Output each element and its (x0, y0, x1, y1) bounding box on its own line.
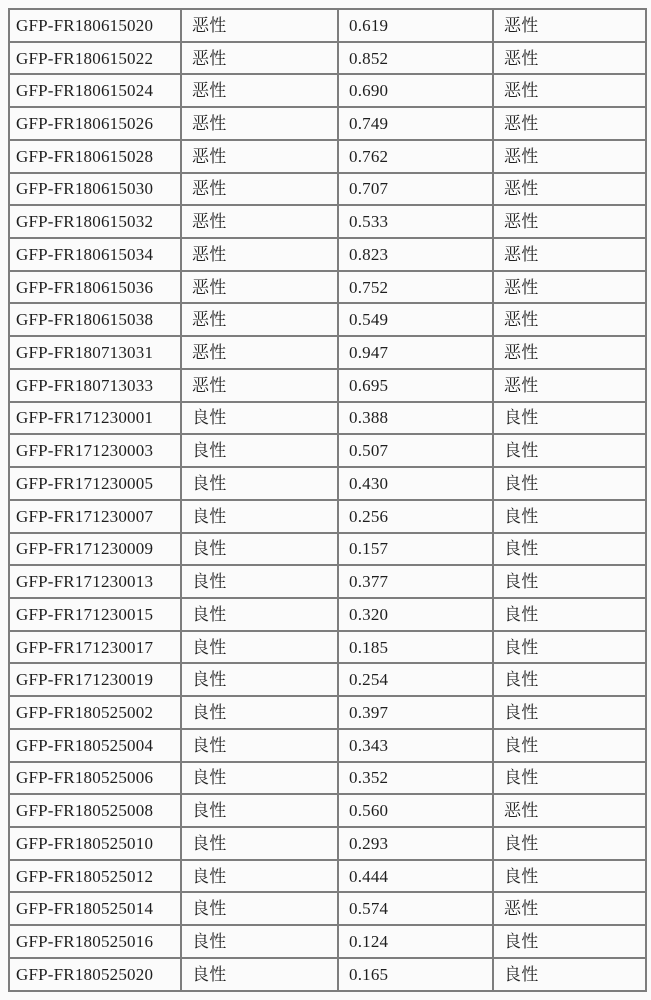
score-cell: 0.852 (338, 42, 493, 75)
predicted-label-cell: 良性 (493, 696, 646, 729)
table-row (9, 794, 646, 827)
sample-id-cell: GFP-FR180525006 (9, 762, 181, 795)
table-row (9, 631, 646, 664)
actual-label-cell: 恶性 (181, 107, 338, 140)
sample-id-cell: GFP-FR180615024 (9, 74, 181, 107)
table-row (9, 9, 646, 42)
predicted-label-cell: 恶性 (493, 205, 646, 238)
table-row (9, 42, 646, 75)
sample-id-cell: GFP-FR171230007 (9, 500, 181, 533)
score-cell: 0.430 (338, 467, 493, 500)
score-cell: 0.343 (338, 729, 493, 762)
score-cell: 0.388 (338, 402, 493, 435)
actual-label-cell: 恶性 (181, 336, 338, 369)
predicted-label-cell: 恶性 (493, 238, 646, 271)
actual-label-cell: 恶性 (181, 369, 338, 402)
score-cell: 0.165 (338, 958, 493, 991)
actual-label-cell: 恶性 (181, 205, 338, 238)
table-row (9, 402, 646, 435)
table-row (9, 205, 646, 238)
sample-id-cell: GFP-FR171230001 (9, 402, 181, 435)
predicted-label-cell: 恶性 (493, 794, 646, 827)
table-row (9, 173, 646, 206)
sample-id-cell: GFP-FR180615036 (9, 271, 181, 304)
actual-label-cell: 恶性 (181, 42, 338, 75)
sample-id-cell: GFP-FR180525004 (9, 729, 181, 762)
predicted-label-cell: 良性 (493, 467, 646, 500)
score-cell: 0.619 (338, 9, 493, 42)
predicted-label-cell: 良性 (493, 565, 646, 598)
predicted-label-cell: 恶性 (493, 336, 646, 369)
sample-id-cell: GFP-FR180525014 (9, 892, 181, 925)
table-row (9, 565, 646, 598)
sample-id-cell: GFP-FR171230005 (9, 467, 181, 500)
actual-label-cell: 恶性 (181, 173, 338, 206)
predicted-label-cell: 恶性 (493, 9, 646, 42)
score-cell: 0.124 (338, 925, 493, 958)
predicted-label-cell: 良性 (493, 631, 646, 664)
sample-results-table (8, 8, 647, 992)
score-cell: 0.749 (338, 107, 493, 140)
score-cell: 0.444 (338, 860, 493, 893)
predicted-label-cell: 良性 (493, 860, 646, 893)
sample-id-cell: GFP-FR180525008 (9, 794, 181, 827)
score-cell: 0.574 (338, 892, 493, 925)
actual-label-cell: 良性 (181, 794, 338, 827)
score-cell: 0.185 (338, 631, 493, 664)
table-row (9, 663, 646, 696)
sample-id-cell: GFP-FR171230015 (9, 598, 181, 631)
score-cell: 0.256 (338, 500, 493, 533)
table-row (9, 696, 646, 729)
score-cell: 0.377 (338, 565, 493, 598)
actual-label-cell: 恶性 (181, 271, 338, 304)
score-cell: 0.157 (338, 533, 493, 566)
sample-id-cell: GFP-FR171230019 (9, 663, 181, 696)
score-cell: 0.254 (338, 663, 493, 696)
actual-label-cell: 良性 (181, 958, 338, 991)
score-cell: 0.762 (338, 140, 493, 173)
predicted-label-cell: 恶性 (493, 271, 646, 304)
actual-label-cell: 良性 (181, 500, 338, 533)
predicted-label-cell: 恶性 (493, 74, 646, 107)
actual-label-cell: 良性 (181, 565, 338, 598)
actual-label-cell: 良性 (181, 598, 338, 631)
sample-id-cell: GFP-FR180615022 (9, 42, 181, 75)
table-row (9, 336, 646, 369)
predicted-label-cell: 恶性 (493, 42, 646, 75)
actual-label-cell: 良性 (181, 533, 338, 566)
actual-label-cell: 良性 (181, 925, 338, 958)
table-row (9, 434, 646, 467)
score-cell: 0.690 (338, 74, 493, 107)
actual-label-cell: 良性 (181, 402, 338, 435)
predicted-label-cell: 恶性 (493, 173, 646, 206)
score-cell: 0.823 (338, 238, 493, 271)
predicted-label-cell: 良性 (493, 729, 646, 762)
sample-id-cell: GFP-FR180525016 (9, 925, 181, 958)
predicted-label-cell: 良性 (493, 434, 646, 467)
table-row (9, 500, 646, 533)
actual-label-cell: 良性 (181, 663, 338, 696)
sample-id-cell: GFP-FR171230017 (9, 631, 181, 664)
actual-label-cell: 良性 (181, 434, 338, 467)
actual-label-cell: 恶性 (181, 238, 338, 271)
score-cell: 0.533 (338, 205, 493, 238)
actual-label-cell: 良性 (181, 467, 338, 500)
actual-label-cell: 恶性 (181, 140, 338, 173)
predicted-label-cell: 良性 (493, 827, 646, 860)
table-row (9, 892, 646, 925)
predicted-label-cell: 良性 (493, 533, 646, 566)
actual-label-cell: 良性 (181, 860, 338, 893)
score-cell: 0.707 (338, 173, 493, 206)
actual-label-cell: 恶性 (181, 74, 338, 107)
table-row (9, 598, 646, 631)
predicted-label-cell: 恶性 (493, 107, 646, 140)
predicted-label-cell: 恶性 (493, 369, 646, 402)
predicted-label-cell: 良性 (493, 500, 646, 533)
table-row (9, 369, 646, 402)
score-cell: 0.507 (338, 434, 493, 467)
table-row (9, 533, 646, 566)
table-row (9, 238, 646, 271)
table-row (9, 958, 646, 991)
actual-label-cell: 良性 (181, 827, 338, 860)
table-row (9, 729, 646, 762)
score-cell: 0.293 (338, 827, 493, 860)
score-cell: 0.752 (338, 271, 493, 304)
sample-id-cell: GFP-FR171230009 (9, 533, 181, 566)
score-cell: 0.549 (338, 303, 493, 336)
table-row (9, 827, 646, 860)
actual-label-cell: 恶性 (181, 303, 338, 336)
actual-label-cell: 良性 (181, 762, 338, 795)
sample-id-cell: GFP-FR180525002 (9, 696, 181, 729)
score-cell: 0.560 (338, 794, 493, 827)
predicted-label-cell: 良性 (493, 402, 646, 435)
sample-id-cell: GFP-FR180713031 (9, 336, 181, 369)
predicted-label-cell: 恶性 (493, 140, 646, 173)
score-cell: 0.397 (338, 696, 493, 729)
sample-id-cell: GFP-FR180525010 (9, 827, 181, 860)
score-cell: 0.352 (338, 762, 493, 795)
sample-id-cell: GFP-FR171230013 (9, 565, 181, 598)
sample-id-cell: GFP-FR180525012 (9, 860, 181, 893)
table-body (9, 9, 646, 991)
sample-id-cell: GFP-FR180615028 (9, 140, 181, 173)
sample-id-cell: GFP-FR180615026 (9, 107, 181, 140)
table-row (9, 925, 646, 958)
predicted-label-cell: 良性 (493, 762, 646, 795)
table-row (9, 860, 646, 893)
sample-id-cell: GFP-FR180615020 (9, 9, 181, 42)
sample-id-cell: GFP-FR180615032 (9, 205, 181, 238)
predicted-label-cell: 良性 (493, 663, 646, 696)
predicted-label-cell: 良性 (493, 958, 646, 991)
actual-label-cell: 良性 (181, 729, 338, 762)
sample-id-cell: GFP-FR171230003 (9, 434, 181, 467)
sample-id-cell: GFP-FR180615030 (9, 173, 181, 206)
actual-label-cell: 良性 (181, 892, 338, 925)
predicted-label-cell: 良性 (493, 598, 646, 631)
score-cell: 0.695 (338, 369, 493, 402)
score-cell: 0.320 (338, 598, 493, 631)
sample-id-cell: GFP-FR180615038 (9, 303, 181, 336)
actual-label-cell: 良性 (181, 696, 338, 729)
table-row (9, 762, 646, 795)
score-cell: 0.947 (338, 336, 493, 369)
predicted-label-cell: 良性 (493, 925, 646, 958)
actual-label-cell: 良性 (181, 631, 338, 664)
table-row (9, 271, 646, 304)
table-row (9, 107, 646, 140)
sample-id-cell: GFP-FR180615034 (9, 238, 181, 271)
table-row (9, 140, 646, 173)
sample-id-cell: GFP-FR180713033 (9, 369, 181, 402)
actual-label-cell: 恶性 (181, 9, 338, 42)
table-row (9, 303, 646, 336)
sample-id-cell: GFP-FR180525020 (9, 958, 181, 991)
table-row (9, 467, 646, 500)
predicted-label-cell: 恶性 (493, 303, 646, 336)
table-row (9, 74, 646, 107)
predicted-label-cell: 恶性 (493, 892, 646, 925)
